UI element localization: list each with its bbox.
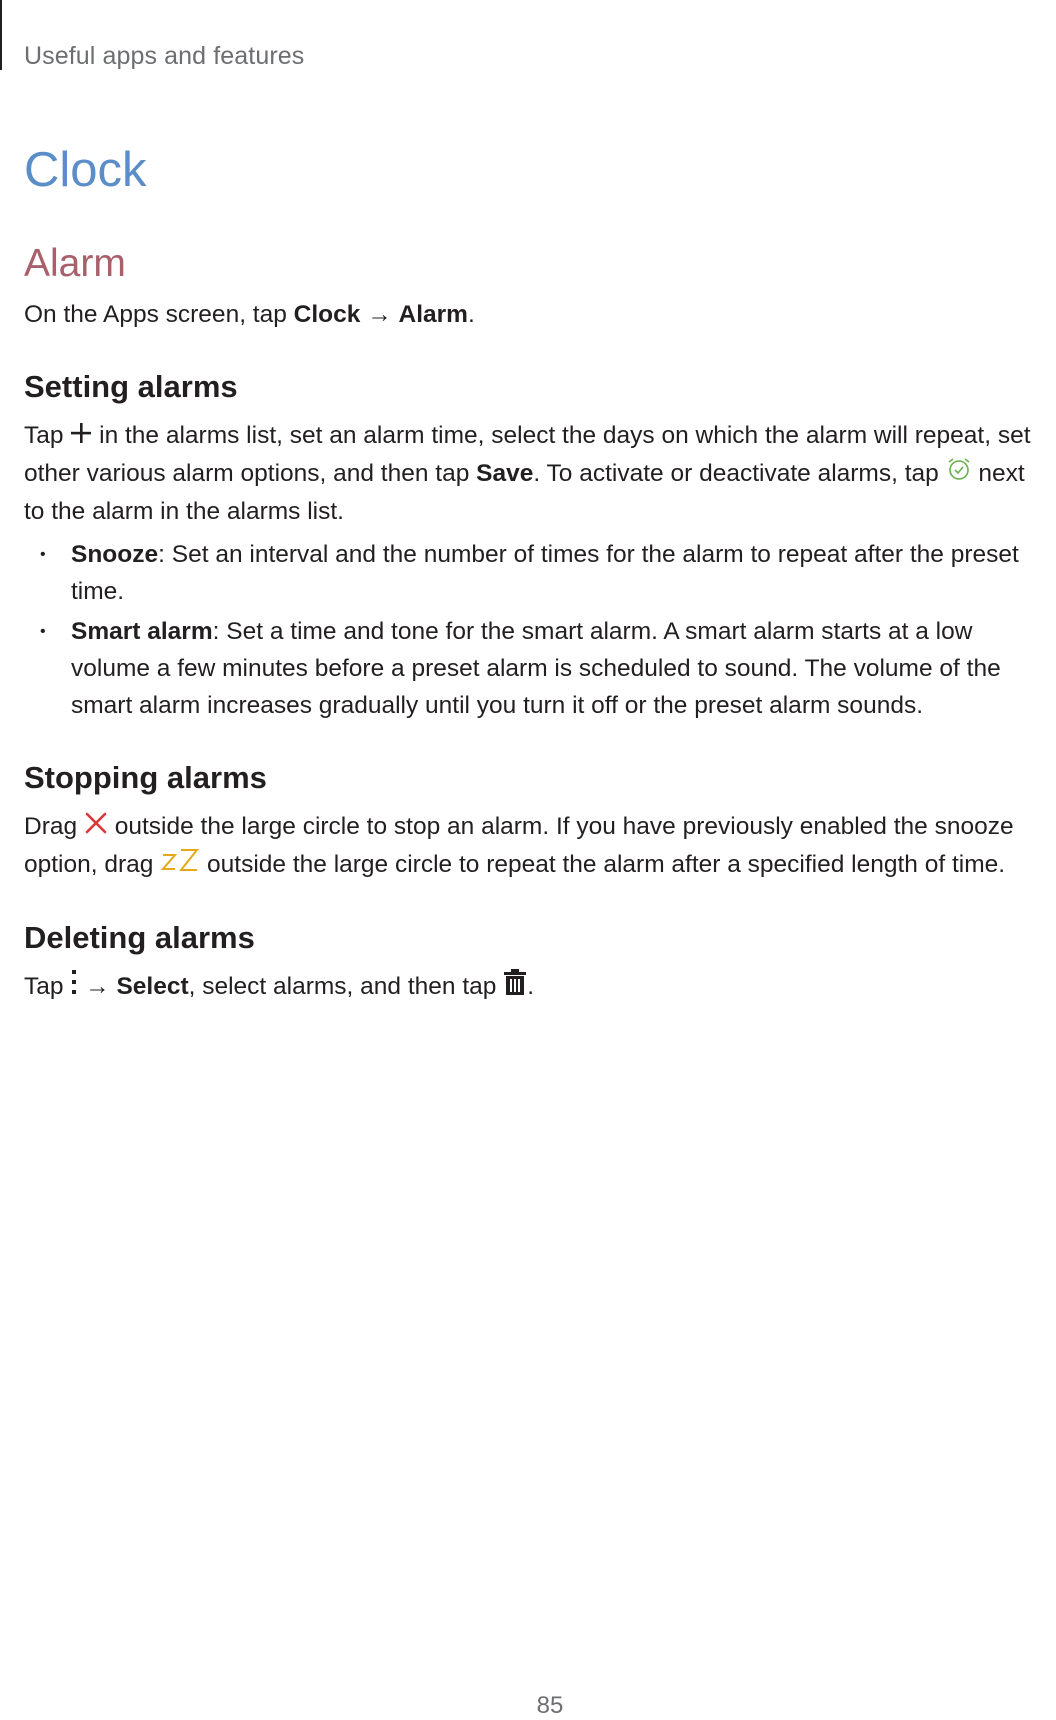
page-number	[0, 1692, 1056, 1720]
page-content	[24, 140, 1044, 1007]
deleting-select: Select	[116, 973, 189, 1001]
bullet-dot: •	[40, 623, 46, 641]
deleting-paragraph	[24, 968, 1044, 1007]
intro-prefix: On the Apps screen, tap	[24, 301, 294, 328]
deleting-tap: Tap	[24, 973, 71, 1001]
stopping-text-a: outside the large circle to stop an alarm. If you have previously enabled the snooze option, drag	[24, 813, 1014, 879]
stopping-paragraph	[24, 808, 1044, 884]
bullet-dot: •	[40, 546, 46, 564]
intro-arrow: →	[360, 301, 399, 328]
smart-alarm-text: : Set a time and tone for the smart alarm. A smart alarm starts at a low volume a few minutes before a preset alarm is scheduled to sound. The volume of the smart alarm increases gradually until you turn it off or the preset alarm sounds.	[71, 618, 1001, 720]
list-item-smart-alarm	[24, 613, 1044, 724]
setting-text-b: . To activate or deactivate alarms, tap	[533, 460, 946, 488]
setting-paragraph	[24, 417, 1044, 530]
alarm-options-list	[24, 536, 1044, 724]
snooze-text: : Set an interval and the number of times for the alarm to repeat after the preset time.	[71, 541, 1019, 606]
intro-clock: Clock	[293, 301, 361, 328]
intro-alarm: Alarm	[398, 301, 468, 328]
smart-alarm-term: Smart alarm	[71, 618, 213, 646]
setting-tap: Tap	[24, 422, 71, 449]
setting-save: Save	[476, 460, 534, 488]
subheading-deleting-alarms: Deleting alarms	[24, 920, 255, 956]
running-head: Useful apps and features	[24, 42, 305, 70]
list-item-snooze	[24, 536, 1044, 610]
setting-text-c: next to the alarm in the alarms list.	[24, 460, 1025, 526]
subheading-stopping-alarms: Stopping alarms	[24, 760, 267, 796]
stopping-drag: Drag	[24, 813, 84, 841]
dismiss-x-icon	[84, 809, 108, 846]
section-heading-alarm: Alarm	[24, 242, 126, 285]
stopping-text-b: outside the large circle to repeat the alarm after a specified length of time.	[200, 851, 1006, 879]
deleting-end: .	[527, 973, 535, 1001]
plus-icon	[70, 418, 92, 455]
intro-suffix: .	[467, 301, 475, 328]
deleting-text-a: , select alarms, and then tap	[188, 973, 504, 1001]
alarm-clock-icon	[946, 456, 972, 493]
snooze-zz-icon	[160, 847, 200, 884]
snooze-term: Snooze	[71, 541, 159, 569]
more-options-icon	[70, 968, 78, 1007]
page-title: Clock	[24, 143, 147, 197]
page-number-text: 85	[536, 1692, 564, 1719]
setting-text-a: in the alarms list, set an alarm time, select the days on which the alarm will repeat, set other various alarm options, and then tap	[24, 422, 1031, 488]
trash-icon	[503, 968, 527, 1007]
intro-paragraph	[24, 296, 1044, 333]
deleting-arrow: →	[78, 973, 117, 1001]
left-margin-rule	[0, 0, 2, 70]
subheading-setting-alarms: Setting alarms	[24, 369, 238, 404]
